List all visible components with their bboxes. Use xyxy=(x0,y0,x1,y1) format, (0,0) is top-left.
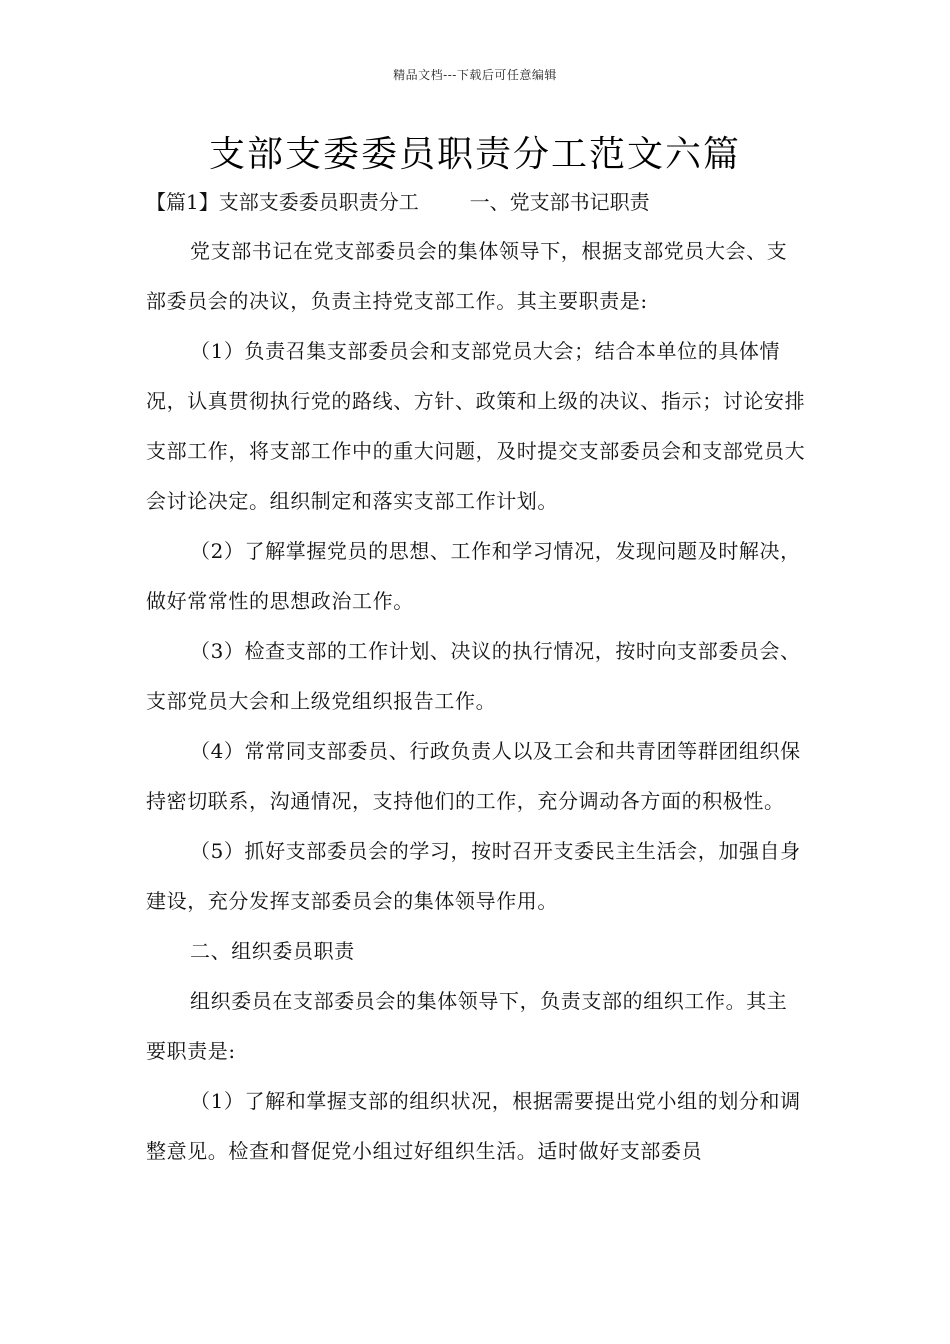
paragraph: （2）了解掌握党员的思想、工作和学习情况，发现问题及时解决，做好常常性的思想政治工作。 xyxy=(146,539,801,613)
paragraph: 组织委员在支部委员会的集体领导下，负责支部的组织工作。其主要职责是: xyxy=(146,989,788,1063)
paragraph: （3）检查支部的工作计划、决议的执行情况，按时向支部委员会、支部党员大会和上级党组织报告工作。 xyxy=(146,639,801,713)
paragraph: 党支部书记在党支部委员会的集体领导下，根据支部党员大会、支部委员会的决议，负责主持党支部工作。其主要职责是: xyxy=(146,239,788,313)
paragraph: （1）了解和掌握支部的组织状况，根据需要提出党小组的划分和调整意见。检查和督促党小组过好组织生活。适时做好支部委员 xyxy=(146,1089,801,1163)
header-note: 精品文档---下载后可任意编辑 xyxy=(393,68,557,82)
document-title: 支部支委委员职责分工范文六篇 xyxy=(208,134,741,175)
paragraph: （1）负责召集支部委员会和支部党员大会；结合本单位的具体情况，认真贯彻执行党的路线、方针、政策和上级的决议、指示；讨论安排支部工作，将支部工作中的重大问题，及时提交支部委员会和支部党员大会讨论决定。组织制定和落实支部工作计划。 xyxy=(146,339,806,513)
paragraph: （4）常常同支部委员、行政负责人以及工会和共青团等群团组织保持密切联系，沟通情况，支持他们的工作，充分调动各方面的积极性。 xyxy=(146,739,801,813)
section-subhead: 【篇1】支部支委委员职责分工 一、党支部书记职责 xyxy=(146,190,650,214)
paragraph: （5）抓好支部委员会的学习，按时召开支委民主生活会，加强自身建设，充分发挥支部委员会的集体领导作用。 xyxy=(146,839,801,913)
document-body xyxy=(146,226,806,1176)
section-heading: 二、组织委员职责 xyxy=(190,939,355,963)
